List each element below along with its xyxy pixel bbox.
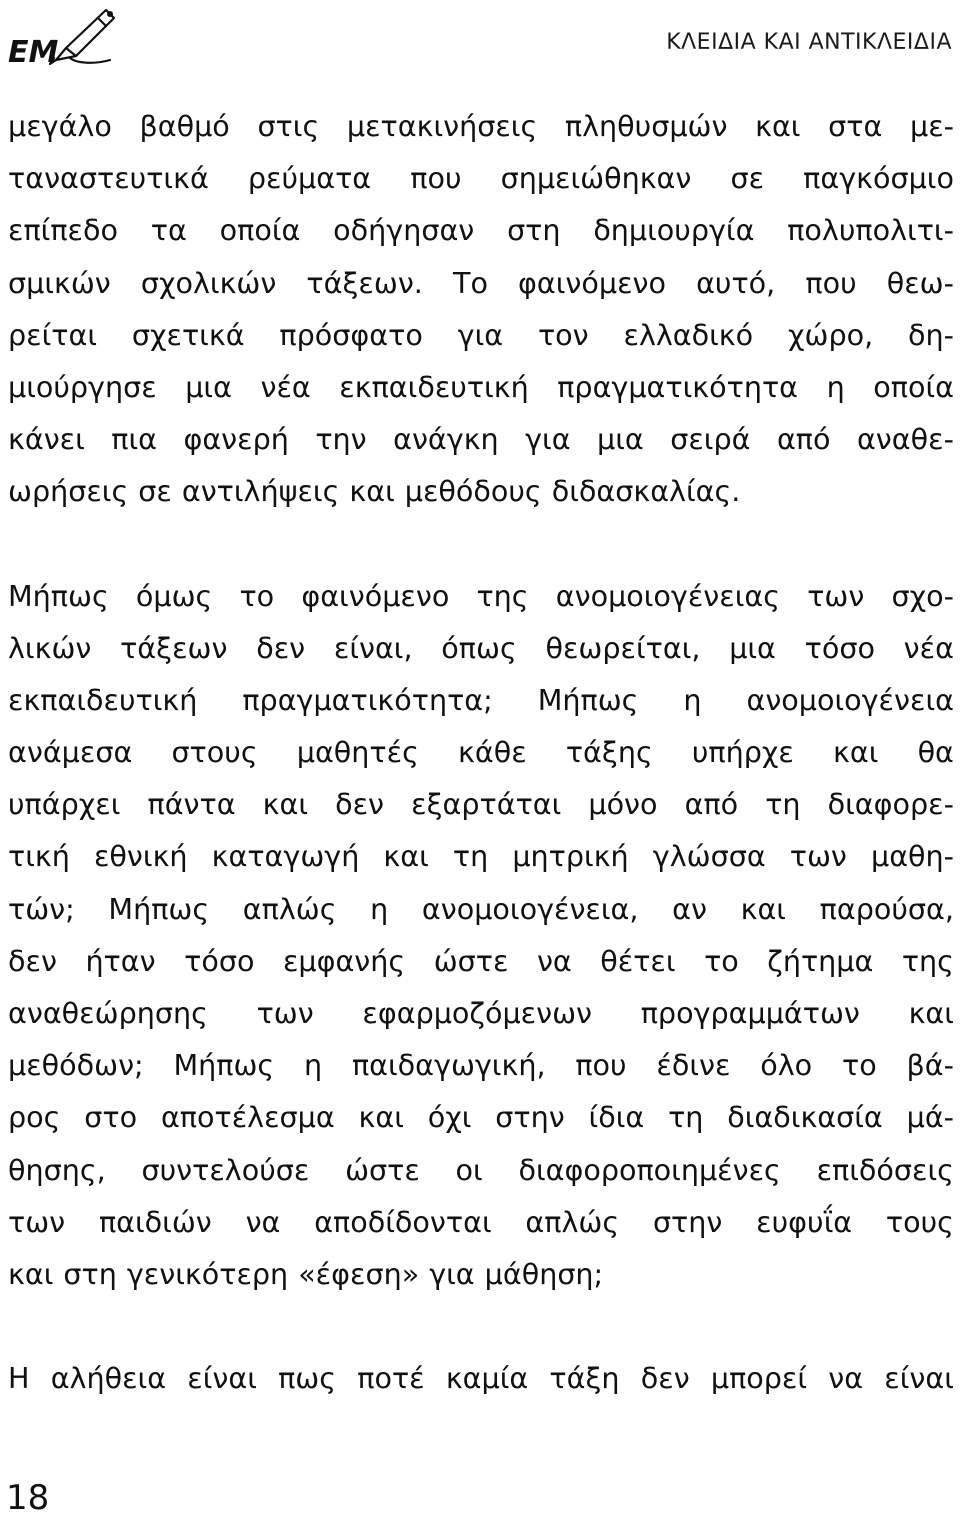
- paragraph-gap: [8, 518, 954, 570]
- text-line: των παιδιών να αποδίδονται απλώς στην ευφυΐα τους: [8, 1204, 954, 1239]
- page-number: 18: [6, 1478, 50, 1518]
- text-line: μιούργησε μια νέα εκπαιδευτική πραγματικότητα η οποία: [8, 369, 954, 404]
- running-head: ΚΛΕΙΔΙΑ ΚΑΙ ΑΝΤΙΚΛΕΙΔΙΑ: [666, 30, 952, 55]
- text-line: ανάμεσα στους μαθητές κάθε τάξης υπήρχε και θα: [8, 735, 954, 770]
- paragraph: [8, 570, 954, 1301]
- page-header: [0, 0, 960, 80]
- publisher-logo: [6, 2, 126, 68]
- text-line: υπάρχει πάντα και δεν εξαρτάται μόνο από τη διαφορε-: [8, 787, 954, 822]
- text-line: θησης, συντελούσε ώστε οι διαφοροποιημένες επιδόσεις: [8, 1152, 954, 1187]
- text-line: και στη γενικότερη «έφεση» για μάθηση;: [8, 1256, 604, 1291]
- text-line: ταναστευτικά ρεύματα που σημειώθηκαν σε παγκόσμιο: [8, 161, 954, 196]
- text-line: επίπεδο τα οποία οδήγησαν στη δημιουργία πολυπολιτι-: [8, 213, 954, 248]
- text-line: μεγάλο βαθμό στις μετακινήσεις πληθυσμών και στα με-: [8, 109, 954, 143]
- page-body: [8, 100, 954, 1404]
- text-line: ρος στο αποτέλεσμα και όχι στην ίδια τη διαδικασία μά-: [8, 1100, 954, 1135]
- text-line: ρείται σχετικά πρόσφατο για τον ελλαδικό χώρο, δη-: [8, 317, 954, 352]
- text-line: εκπαιδευτική πραγματικότητα; Μήπως η ανομοιογένεια: [8, 682, 954, 717]
- text-line: σμικών σχολικών τάξεων. Το φαινόμενο αυτό, που θεω-: [8, 265, 954, 300]
- paragraph-gap: [8, 1300, 954, 1352]
- logo-letters: ΕΜ: [8, 35, 59, 68]
- text-line: Η αλήθεια είναι πως ποτέ καμία τάξη δεν μπορεί να είναι: [8, 1361, 954, 1396]
- text-line: ωρήσεις σε αντιλήψεις και μεθόδους διδασκαλίας.: [8, 474, 741, 509]
- text-line: Μήπως όμως το φαινόμενο της ανομοιογένειας των σχο-: [8, 578, 954, 613]
- text-line: τών; Μήπως απλώς η ανομοιογένεια, αν και παρούσα,: [8, 891, 954, 926]
- text-line: λικών τάξεων δεν είναι, όπως θεωρείται, μια τόσο νέα: [8, 630, 954, 665]
- text-line: αναθεώρησης των εφαρμοζόμενων προγραμμάτων και: [8, 996, 954, 1030]
- text-line: τική εθνική καταγωγή και τη μητρική γλώσσα των μαθη-: [8, 839, 954, 874]
- text-line: μεθόδων; Μήπως η παιδαγωγική, που έδινε όλο το βά-: [8, 1048, 954, 1083]
- paragraph: [8, 100, 954, 518]
- text-line: δεν ήταν τόσο εμφανής ώστε να θέτει το ζήτημα της: [8, 943, 954, 978]
- paragraph: [8, 1352, 954, 1404]
- pen-nib-logo-icon: [6, 2, 126, 68]
- text-line: κάνει πια φανερή την ανάγκη για μια σειρά από αναθε-: [8, 422, 954, 457]
